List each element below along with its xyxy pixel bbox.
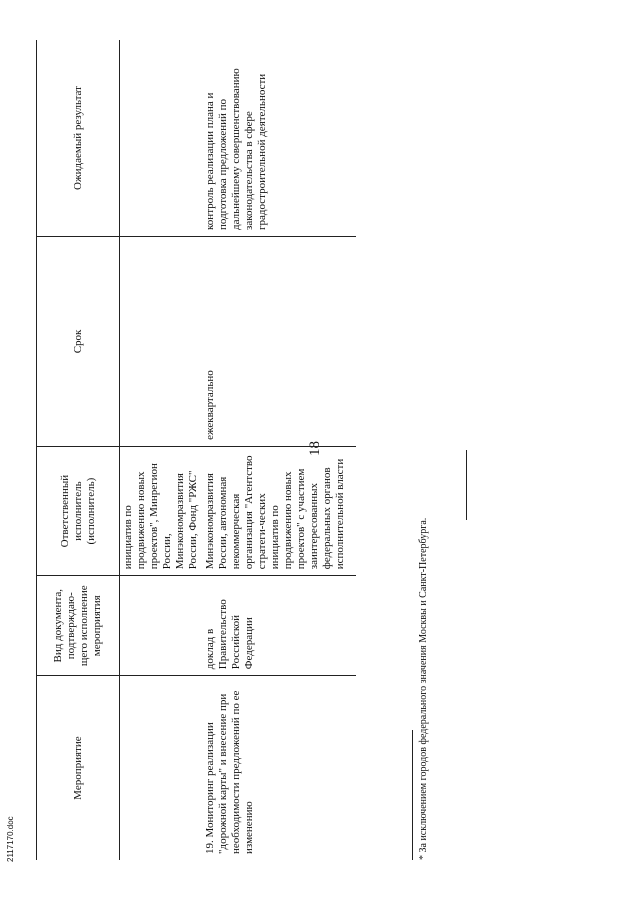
header-term: Срок — [37, 236, 120, 446]
cell-result-empty — [120, 40, 203, 236]
table-row-continuation — [120, 40, 203, 860]
cell-event-empty — [120, 676, 203, 860]
header-result: Ожидаемый результат — [37, 40, 120, 236]
footnote-divider — [412, 730, 413, 860]
footnote: * За исключением городов федерального значения Москвы и Санкт-Петербурга. — [418, 517, 429, 860]
table-header-row — [37, 40, 120, 860]
document-id: 2117170.doc — [6, 816, 15, 862]
header-executor: Ответственный исполнитель (исполнитель) — [37, 446, 120, 575]
cell-event: 19. Мониторинг реализации "дорожной карты" и внесение при необходимости предложений по ее изменению — [204, 690, 255, 854]
cell-result: контроль реализации плана и подготовка предложений по дальнейшему совершенствованию законодательства в сфере градостроительной деятельности — [202, 40, 356, 236]
table-row — [202, 40, 356, 860]
header-event: Мероприятие — [37, 676, 120, 860]
cell-executor: Минэкономразвития России, автономная некоммерческая организация "Агентство стратеги-ческих инициатив по продвижению новых проектов" с участием заинтересованных федеральных органов исполнительной власти — [202, 446, 356, 575]
plan-table — [36, 40, 356, 860]
header-document: Вид документа, подтверждаю-щего исполнение мероприятия — [37, 576, 120, 676]
page-number: 18 — [307, 441, 323, 456]
cell-term-empty — [120, 236, 203, 446]
cell-executor-continuation: инициатив по продвижению новых проектов", Минрегион России, Минэкономразвития России, Фонд "РЖС" — [120, 446, 203, 575]
end-separator — [466, 450, 467, 520]
rotated-page — [36, 40, 596, 860]
cell-document: доклад в Правительство Российской Федерации — [202, 576, 356, 676]
cell-term: ежеквартально — [202, 236, 356, 446]
cell-document-empty — [120, 576, 203, 676]
